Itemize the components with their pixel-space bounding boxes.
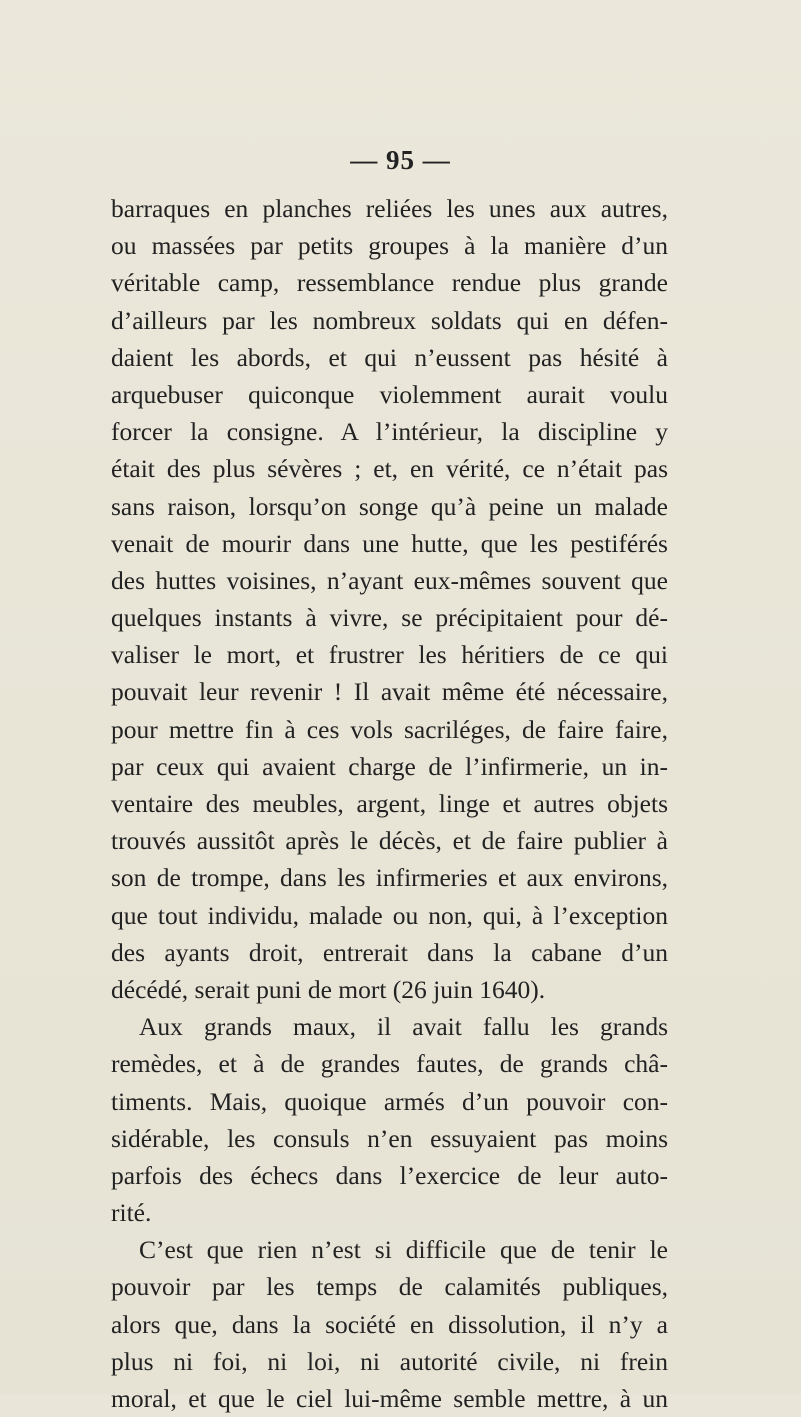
text-line: pouvait leur revenir ! Il avait même été nécessaire, <box>111 677 668 707</box>
text-line: daient les abords, et qui n’eussent pas hésité à <box>111 342 668 372</box>
text-line: d’ailleurs par les nombreux soldats qui en défen- <box>111 305 668 335</box>
text-line: alors que, dans la société en dissolution, il n’y a <box>111 1309 668 1339</box>
text-line: timents. Mais, quoique armés d’un pouvoir con- <box>111 1086 668 1116</box>
text-line: valiser le mort, et frustrer les héritiers de ce qui <box>111 640 668 670</box>
text-line: Aux grands maux, il avait fallu les grands <box>139 1012 668 1042</box>
text-line: était des plus sévères ; et, en vérité, ce n’était pas <box>111 454 668 484</box>
text-line: par ceux qui avaient charge de l’infirmerie, un in- <box>111 751 668 781</box>
text-line: ventaire des meubles, argent, linge et autres objets <box>111 789 668 818</box>
text-line: plus ni foi, ni loi, ni autorité civile, ni frein <box>111 1346 668 1376</box>
text-line: sidérable, les consuls n’en essuyaient pas moins <box>111 1123 668 1153</box>
text-line: venait de mourir dans une hutte, que les pestiférés <box>111 528 668 558</box>
text-line: décédé, serait puni de mort (26 juin 1640). <box>111 974 546 1004</box>
text-line: forcer la consigne. A l’intérieur, la discipline y <box>111 417 668 447</box>
text-line: barraques en planches reliées les unes aux autres, <box>111 194 668 223</box>
text-line: des huttes voisines, n’ayant eux-mêmes souvent que <box>111 565 668 595</box>
text-line: son de trompe, dans les infirmeries et aux environs, <box>111 863 668 893</box>
text-line: parfois des échecs dans l’exercice de leur auto- <box>111 1160 668 1190</box>
text-line: trouvés aussitôt après le décès, et de faire publier à <box>111 826 668 856</box>
text-line: que tout individu, malade ou non, qui, à l’exception <box>111 900 668 930</box>
text-line: rité. <box>111 1198 152 1228</box>
text-line: remèdes, et à de grandes fautes, de grands châ- <box>111 1049 668 1079</box>
text-line: C’est que rien n’est si difficile que de tenir le <box>139 1235 668 1265</box>
text-line: véritable camp, ressemblance rendue plus grande <box>111 268 668 298</box>
text-line: moral, et que le ciel lui-même semble mettre, à un <box>111 1384 668 1413</box>
body-text <box>111 190 668 1417</box>
text-line: sans raison, lorsqu’on songe qu’à peine un malade <box>111 491 668 521</box>
text-line: quelques instants à vivre, se précipitaient pour dé- <box>111 603 668 633</box>
page-number: — 95 — <box>350 145 451 175</box>
text-line: pour mettre fin à ces vols sacriléges, de faire faire, <box>111 714 668 744</box>
text-line: arquebuser quiconque violemment aurait voulu <box>111 379 668 409</box>
text-line: ou massées par petits groupes à la manière d’un <box>111 231 668 261</box>
text-line: pouvoir par les temps de calamités publiques, <box>111 1272 668 1302</box>
text-line: des ayants droit, entrerait dans la cabane d’un <box>111 937 668 967</box>
